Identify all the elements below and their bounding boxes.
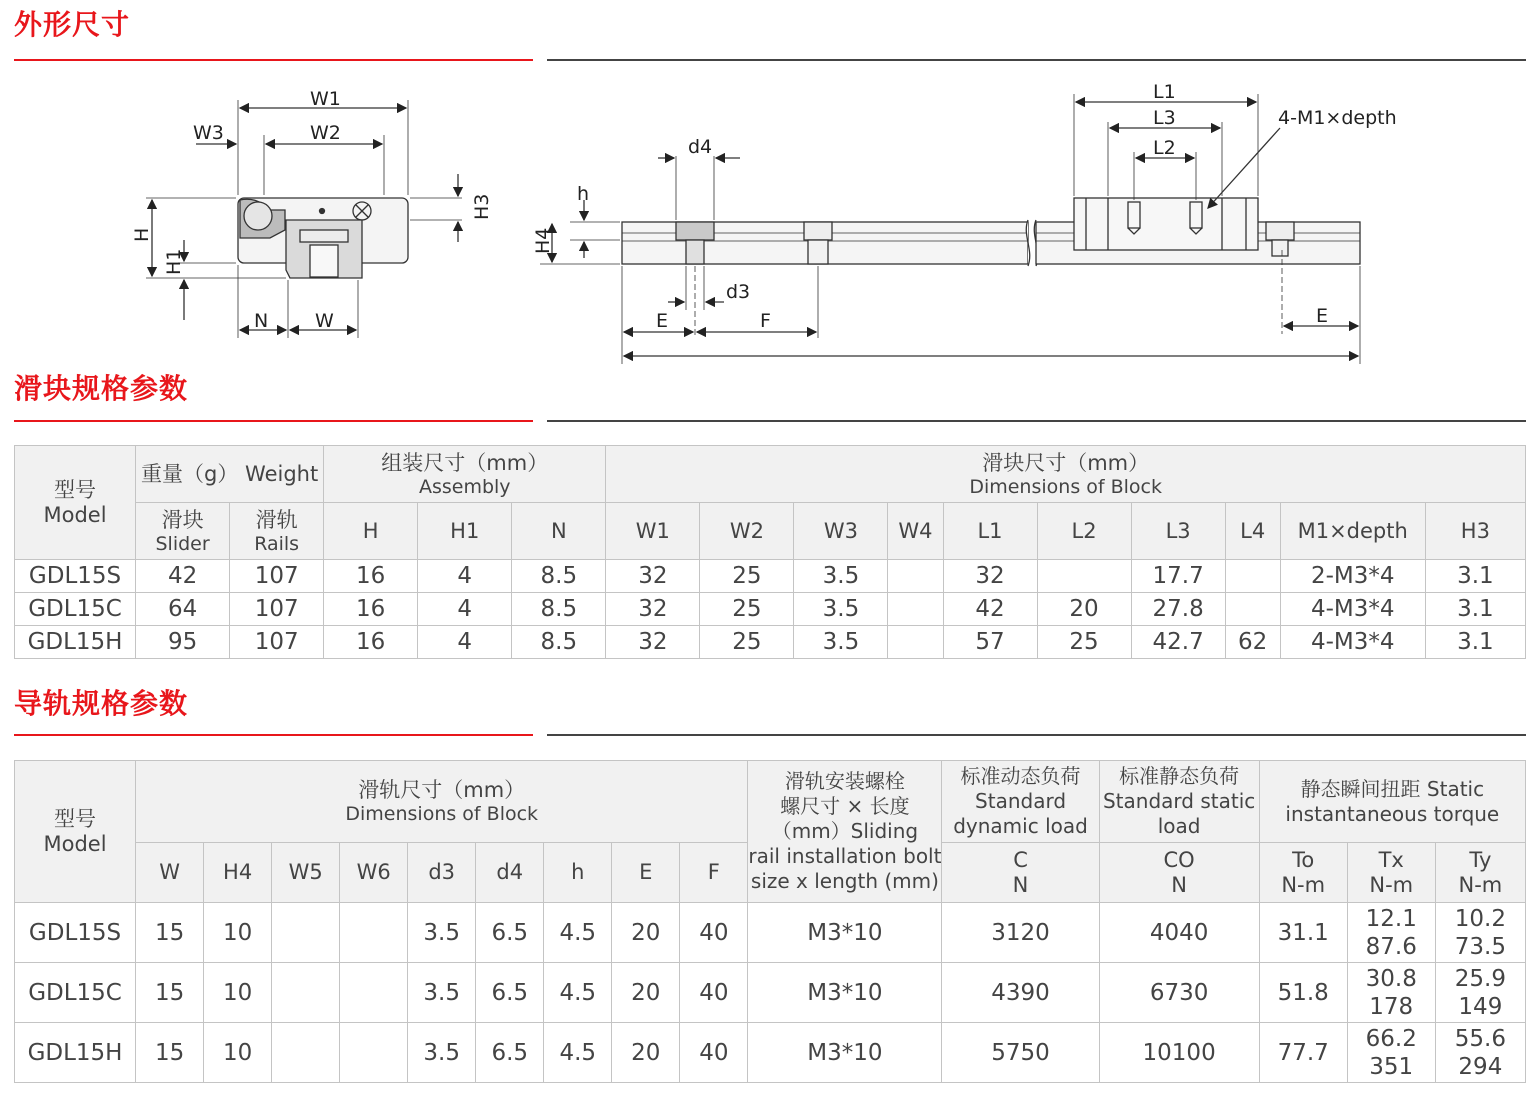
header-slider: 滑块 Slider bbox=[136, 503, 230, 560]
header-col: H bbox=[324, 503, 418, 560]
header-col: d3 bbox=[408, 843, 476, 903]
tx-cell bbox=[1347, 1023, 1435, 1083]
table-cell: 4040 bbox=[1099, 903, 1259, 963]
header-col: H1 bbox=[418, 503, 512, 560]
label-h: h bbox=[577, 183, 590, 205]
header-assembly: 组装尺寸（mm） Assembly bbox=[324, 446, 606, 503]
table-cell: 4.5 bbox=[544, 903, 612, 963]
table-cell: 25 bbox=[700, 593, 794, 626]
table-cell: 6.5 bbox=[476, 903, 544, 963]
header-model: 型号 Model bbox=[15, 761, 136, 903]
table-cell: 10100 bbox=[1099, 1023, 1259, 1083]
label-H: H bbox=[131, 227, 153, 242]
ty-value: 149 bbox=[1458, 993, 1503, 1020]
model-cell: GDL15H bbox=[15, 1023, 136, 1083]
table-cell: 20 bbox=[612, 963, 680, 1023]
table-cell: 3120 bbox=[942, 903, 1099, 963]
model-cell: GDL15H bbox=[15, 626, 136, 659]
header-col: L3 bbox=[1131, 503, 1225, 560]
header-dyn-symbol: C N bbox=[942, 843, 1099, 903]
table-cell: 10 bbox=[204, 1023, 272, 1083]
table-cell: 10 bbox=[204, 963, 272, 1023]
header-model: 型号 Model bbox=[15, 446, 136, 560]
section-rule-dark bbox=[547, 59, 1526, 61]
header-col: L1 bbox=[943, 503, 1037, 560]
header-bolt: 滑轨安装螺栓 螺尺寸 × 长度 （mm）Sliding rail installation bolt size x length (mm) bbox=[748, 761, 942, 903]
section-rule-red bbox=[14, 734, 533, 736]
label-E-left: E bbox=[656, 310, 669, 332]
header-col: W3 bbox=[794, 503, 888, 560]
block-side-view bbox=[1074, 198, 1258, 250]
header-rails: 滑轨 Rails bbox=[230, 503, 324, 560]
header-rail-dimensions: 滑轨尺寸（mm） Dimensions of Block bbox=[136, 761, 748, 843]
section-rule-dark bbox=[547, 420, 1526, 422]
table-cell: 3.5 bbox=[794, 626, 888, 659]
table-cell: 3.1 bbox=[1425, 626, 1525, 659]
table-row bbox=[15, 626, 1526, 659]
header-col: L4 bbox=[1225, 503, 1280, 560]
section-rule-red bbox=[14, 420, 533, 422]
section-title-rail: 导轨规格参数 bbox=[14, 687, 189, 720]
header-col: H4 bbox=[204, 843, 272, 903]
table-row bbox=[15, 1023, 1526, 1083]
table-cell: M3*10 bbox=[748, 963, 942, 1023]
header-ty: Ty N-m bbox=[1435, 843, 1525, 903]
table-cell: 8.5 bbox=[512, 593, 606, 626]
header-tx: Tx N-m bbox=[1347, 843, 1435, 903]
table-cell: 20 bbox=[1037, 593, 1131, 626]
header-col: M1×depth bbox=[1280, 503, 1425, 560]
block-spec-table bbox=[14, 445, 1526, 659]
table-cell: 3.5 bbox=[794, 560, 888, 593]
tx-value: 30.8 bbox=[1365, 965, 1417, 992]
table-cell: 32 bbox=[606, 626, 700, 659]
table-cell: 42 bbox=[943, 593, 1037, 626]
tx-cell bbox=[1347, 963, 1435, 1023]
model-cell: GDL15C bbox=[15, 593, 136, 626]
table-cell bbox=[1037, 560, 1131, 593]
header-col: W4 bbox=[888, 503, 943, 560]
table-cell: 32 bbox=[606, 593, 700, 626]
table-cell: 42 bbox=[136, 560, 230, 593]
table-cell: 4-M3*4 bbox=[1280, 626, 1425, 659]
table-cell: 6.5 bbox=[476, 963, 544, 1023]
table-cell: 25 bbox=[700, 560, 794, 593]
table-cell: 4.5 bbox=[544, 1023, 612, 1083]
ty-value: 25.9 bbox=[1454, 965, 1506, 992]
header-col: E bbox=[612, 843, 680, 903]
header-col: H3 bbox=[1425, 503, 1525, 560]
table-cell: 40 bbox=[680, 963, 748, 1023]
header-col: W2 bbox=[700, 503, 794, 560]
header-col: L2 bbox=[1037, 503, 1131, 560]
table-cell: 107 bbox=[230, 560, 324, 593]
header-col: W1 bbox=[606, 503, 700, 560]
table-cell: 2-M3*4 bbox=[1280, 560, 1425, 593]
table-cell: 25 bbox=[1037, 626, 1131, 659]
ty-cell bbox=[1435, 1023, 1525, 1083]
label-d3: d3 bbox=[726, 281, 751, 303]
label-W1: W1 bbox=[310, 88, 341, 110]
header-col: F bbox=[680, 843, 748, 903]
table-cell: 15 bbox=[136, 903, 204, 963]
ty-value: 55.6 bbox=[1454, 1025, 1506, 1052]
tx-cell bbox=[1347, 903, 1435, 963]
table-cell bbox=[1225, 560, 1280, 593]
label-L1: L1 bbox=[1153, 81, 1176, 103]
table-cell: 3.5 bbox=[408, 903, 476, 963]
section-rule-dark bbox=[547, 734, 1526, 736]
label-N: N bbox=[254, 310, 269, 332]
table-cell: 25 bbox=[700, 626, 794, 659]
table-cell: 16 bbox=[324, 626, 418, 659]
table-cell: M3*10 bbox=[748, 1023, 942, 1083]
header-stat-symbol: CO N bbox=[1099, 843, 1259, 903]
label-d4: d4 bbox=[688, 136, 713, 158]
table-cell: 32 bbox=[606, 560, 700, 593]
model-cell: GDL15S bbox=[15, 903, 136, 963]
table-cell bbox=[888, 626, 943, 659]
table-cell: 51.8 bbox=[1259, 963, 1347, 1023]
table-cell: 3.5 bbox=[408, 1023, 476, 1083]
table-row bbox=[15, 903, 1526, 963]
model-cell: GDL15C bbox=[15, 963, 136, 1023]
table-cell bbox=[272, 963, 340, 1023]
table-cell: 107 bbox=[230, 626, 324, 659]
ty-value: 294 bbox=[1458, 1053, 1503, 1080]
table-cell: 107 bbox=[230, 593, 324, 626]
label-L3: L3 bbox=[1153, 107, 1176, 129]
table-cell: 8.5 bbox=[512, 626, 606, 659]
tx-value: 87.6 bbox=[1365, 933, 1417, 960]
header-col: W6 bbox=[340, 843, 408, 903]
table-cell: 42.7 bbox=[1131, 626, 1225, 659]
table-cell: 8.5 bbox=[512, 560, 606, 593]
label-W2: W2 bbox=[310, 122, 341, 144]
table-cell: 4 bbox=[418, 593, 512, 626]
table-cell bbox=[340, 963, 408, 1023]
table-cell: 3.1 bbox=[1425, 560, 1525, 593]
outline-drawing bbox=[0, 70, 1540, 370]
label-H3: H3 bbox=[471, 193, 493, 220]
table-cell: 57 bbox=[943, 626, 1037, 659]
label-F: F bbox=[760, 310, 771, 332]
table-row bbox=[15, 593, 1526, 626]
header-torque: 静态瞬间扭距 Static instantaneous torque bbox=[1259, 761, 1525, 843]
table-cell bbox=[340, 1023, 408, 1083]
tx-value: 12.1 bbox=[1365, 905, 1417, 932]
header-dynamic-load: 标准动态负荷 Standard dynamic load bbox=[942, 761, 1099, 843]
table-cell bbox=[1225, 593, 1280, 626]
table-cell bbox=[272, 903, 340, 963]
ty-cell bbox=[1435, 963, 1525, 1023]
table-cell: 62 bbox=[1225, 626, 1280, 659]
ty-cell bbox=[1435, 903, 1525, 963]
table-cell: 3.1 bbox=[1425, 593, 1525, 626]
table-cell: 16 bbox=[324, 560, 418, 593]
section-title-outline: 外形尺寸 bbox=[14, 8, 131, 41]
label-H4: H4 bbox=[532, 227, 554, 254]
table-row bbox=[15, 560, 1526, 593]
header-col: h bbox=[544, 843, 612, 903]
table-cell: 15 bbox=[136, 1023, 204, 1083]
label-M1-depth: 4-M1×depth bbox=[1278, 107, 1397, 129]
table-cell bbox=[340, 903, 408, 963]
table-cell: 6.5 bbox=[476, 1023, 544, 1083]
section-title-block: 滑块规格参数 bbox=[14, 372, 189, 405]
table-cell: 17.7 bbox=[1131, 560, 1225, 593]
table-cell: 10 bbox=[204, 903, 272, 963]
table-cell: 4.5 bbox=[544, 963, 612, 1023]
table-cell: 77.7 bbox=[1259, 1023, 1347, 1083]
table-cell: 4 bbox=[418, 626, 512, 659]
ty-value: 10.2 bbox=[1454, 905, 1506, 932]
table-cell bbox=[888, 560, 943, 593]
header-col: N bbox=[512, 503, 606, 560]
table-cell: M3*10 bbox=[748, 903, 942, 963]
table-cell: 15 bbox=[136, 963, 204, 1023]
table-cell: 40 bbox=[680, 1023, 748, 1083]
table-row bbox=[15, 963, 1526, 1023]
table-cell: 40 bbox=[680, 903, 748, 963]
table-cell: 64 bbox=[136, 593, 230, 626]
table-cell: 4 bbox=[418, 560, 512, 593]
table-cell: 16 bbox=[324, 593, 418, 626]
table-cell: 5750 bbox=[942, 1023, 1099, 1083]
section-rule-red bbox=[14, 59, 533, 61]
tx-value: 178 bbox=[1369, 993, 1414, 1020]
header-col: W5 bbox=[272, 843, 340, 903]
header-col: W bbox=[136, 843, 204, 903]
table-cell: 20 bbox=[612, 903, 680, 963]
table-cell: 4390 bbox=[942, 963, 1099, 1023]
tx-value: 351 bbox=[1369, 1053, 1414, 1080]
tx-value: 66.2 bbox=[1365, 1025, 1417, 1052]
table-cell bbox=[888, 593, 943, 626]
header-col: d4 bbox=[476, 843, 544, 903]
label-W: W bbox=[315, 310, 334, 332]
model-cell: GDL15S bbox=[15, 560, 136, 593]
ty-value: 73.5 bbox=[1454, 933, 1506, 960]
label-H1: H1 bbox=[163, 248, 185, 275]
table-cell: 20 bbox=[612, 1023, 680, 1083]
table-cell: 4-M3*4 bbox=[1280, 593, 1425, 626]
rail-spec-table bbox=[14, 760, 1526, 1083]
label-E-right: E bbox=[1316, 305, 1329, 327]
table-cell: 3.5 bbox=[794, 593, 888, 626]
header-static-load: 标准静态负荷 Standard static load bbox=[1099, 761, 1259, 843]
header-weight: 重量（g） Weight bbox=[136, 446, 324, 503]
label-L2: L2 bbox=[1153, 137, 1176, 159]
header-to: To N-m bbox=[1259, 843, 1347, 903]
header-block-dimensions: 滑块尺寸（mm） Dimensions of Block bbox=[606, 446, 1526, 503]
table-cell: 6730 bbox=[1099, 963, 1259, 1023]
table-cell: 32 bbox=[943, 560, 1037, 593]
table-cell: 95 bbox=[136, 626, 230, 659]
table-cell bbox=[272, 1023, 340, 1083]
table-cell: 31.1 bbox=[1259, 903, 1347, 963]
label-W3: W3 bbox=[193, 122, 224, 144]
table-cell: 3.5 bbox=[408, 963, 476, 1023]
table-cell: 27.8 bbox=[1131, 593, 1225, 626]
